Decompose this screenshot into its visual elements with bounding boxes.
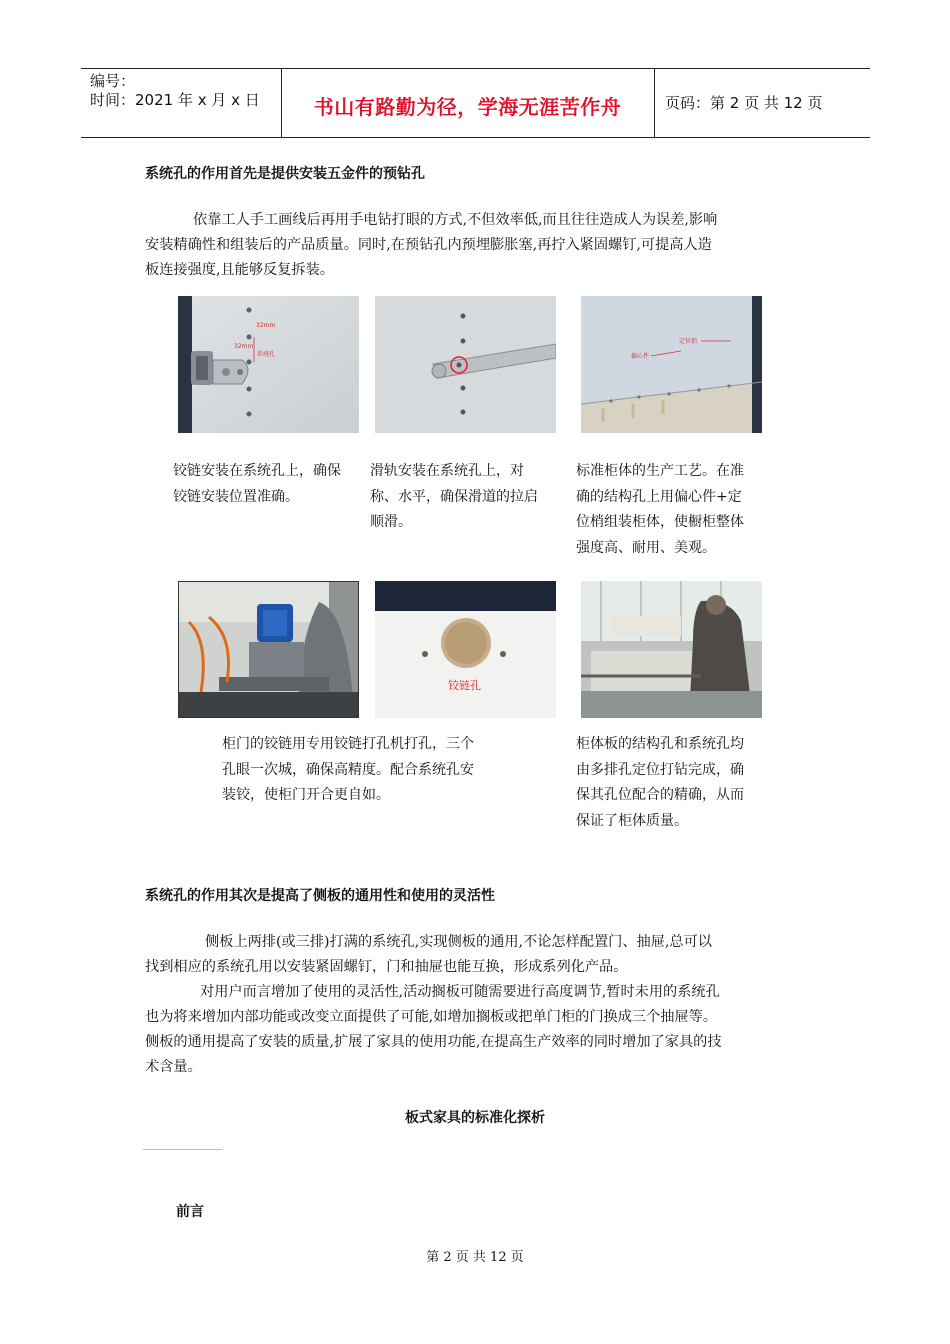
caption-slide (370, 459, 538, 536)
caption-hinge-line: 铰链安装在系统孔上，确保 (173, 463, 341, 479)
header-motto: 书山有路勤为径，学海无涯苦作舟 (313, 95, 622, 119)
photo5-label: 铰链孔 (448, 679, 481, 692)
caption-slide-line: 称、水平，确保滑道的拉启 (370, 488, 538, 505)
hinge-hole-photo (375, 581, 556, 718)
section1-para-line-1: 依靠工人手工画线后再用手电钻打眼的方式,不但效率低,而且往往造成人为误差,影响 (193, 212, 718, 228)
section1-heading: 系统孔的作用首先是提供安装五金件的预钻孔 (145, 166, 425, 182)
slide-rail-photo (375, 296, 556, 433)
caption-boring-line: 保证了柜体质量。 (576, 812, 688, 829)
section3-title: 板式家具的标准化探析 (405, 1110, 545, 1126)
document-header (81, 68, 870, 138)
section1-para-line-3: 板连接强度,且能够反复拆装。 (145, 262, 334, 278)
header-page-cell (654, 69, 871, 137)
section2-para-line-1: 侧板上两排(或三排)打满的系统孔,实现侧板的通用,不论怎样配置门、抽屉,总可以 (205, 934, 712, 950)
caption-hinge-drilling-line: 装铰，使柜门开合更自如。 (222, 787, 390, 803)
photo1-label-c: 系统孔 (257, 351, 276, 358)
caption-slide-line: 滑轨安装在系统孔上，对 (370, 463, 524, 479)
caption-hinge-drilling-line: 孔眼一次城，确保高精度。配合系统孔安 (222, 761, 474, 778)
section2-para-line-2: 找到相应的系统孔用以安装紧固螺钉，门和抽屉也能互换，形成系列化产品。 (145, 959, 628, 975)
cabinet-body-photo (581, 296, 762, 433)
section2-para-line-3: 对用户而言增加了使用的灵活性,活动搁板可随需要进行高度调节,暂时未用的系统孔 (200, 984, 720, 1000)
photo1-label-a: 32mm (256, 322, 276, 329)
photo1-label-b: 32mm (234, 343, 254, 350)
caption-boring-line: 由多排孔定位打钻完成，确 (576, 761, 744, 778)
section2-heading: 系统孔的作用其次是提高了侧板的通用性和使用的灵活性 (145, 888, 495, 904)
section2-para-line-4: 也为将来增加内部功能或改变立面提供了可能,如增加搁板或把单门柜的门换成三个抽屉等。 (145, 1009, 718, 1025)
photo3-label-b: 偏心件 (631, 353, 650, 360)
code-label: 编号： (90, 72, 136, 90)
section2-para-line-5: 侧板的通用提高了安装的质量,扩展了家具的使用功能,在提高生产效率的同时增加了家具的技 (145, 1034, 722, 1050)
section1-para-line-2: 安装精确性和组装后的产品质量。同时,在预钻孔内预埋膨胀塞,再拧入紧固螺钉,可提高人造 (145, 237, 712, 253)
section2-para-line-6: 术含量。 (145, 1059, 202, 1075)
page-footer: 第 2 页 共 12 页 (426, 1250, 524, 1265)
caption-boring-line: 保其孔位配合的精确，从而 (576, 787, 744, 803)
photo3-label-a: 定位销 (679, 338, 698, 345)
caption-hinge-drilling (222, 732, 474, 809)
caption-slide-line: 顺滑。 (370, 514, 412, 530)
caption-cabinet-line: 位梢组装柜体，使橱柜整体 (576, 514, 744, 530)
footnote-divider (143, 1149, 223, 1150)
caption-boring-line: 柜体板的结构孔和系统孔均 (576, 736, 744, 752)
caption-cabinet-line: 标准柜体的生产工艺。在准 (576, 463, 744, 479)
preface-heading: 前言 (176, 1204, 204, 1220)
caption-multi-row-boring (576, 732, 744, 834)
header-meta-cell (81, 69, 282, 137)
caption-cabinet-line: 强度高、耐用、美观。 (576, 539, 716, 556)
hinge-install-photo (178, 296, 359, 433)
page-label: 页码：第 2 页 共 12 页 (665, 94, 823, 112)
caption-hinge-line: 铰链安装位置准确。 (173, 488, 299, 505)
multi-row-boring-photo (581, 581, 762, 718)
caption-cabinet (576, 459, 744, 561)
hinge-drilling-machine-photo (178, 581, 359, 718)
time-label: 时间：2021 年 x 月 x 日 (90, 91, 260, 109)
caption-hinge-drilling-line: 柜门的铰链用专用铰链打孔机打孔，三个 (222, 736, 474, 752)
caption-hinge (173, 459, 341, 510)
caption-cabinet-line: 确的结构孔上用偏心件+定 (576, 488, 742, 505)
